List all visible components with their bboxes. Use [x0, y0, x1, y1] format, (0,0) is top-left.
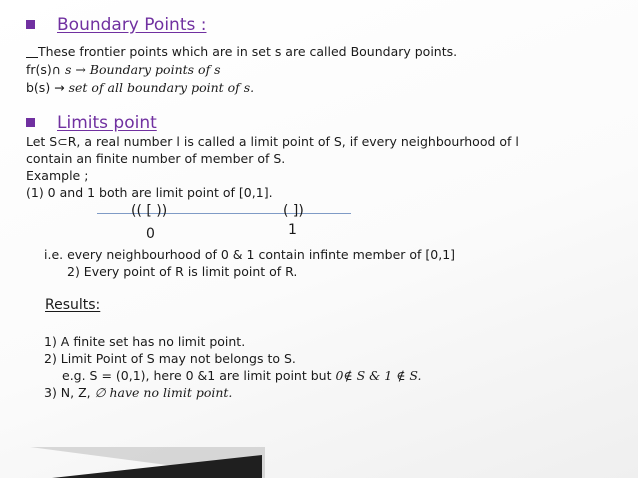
number-line-zero: 0 [146, 226, 155, 242]
boundary-definition-text: These frontier points which are in set s are called Boundary points. [38, 44, 458, 59]
square-bullet-icon [26, 20, 35, 29]
example-label: Example ; [26, 168, 89, 183]
interval-brackets-right: ( ]) [283, 203, 304, 219]
underline-indent [26, 57, 38, 58]
boundary-set-prefix: b(s) → [26, 80, 69, 95]
footer-wedge [52, 455, 262, 478]
example-1: (1) 0 and 1 both are limit point of [0,1]. [26, 185, 273, 200]
limit-definition-line1: Let S⊂R, a real number l is called a limit point of S, if every neighbourhood of l [26, 134, 519, 149]
frontier-prefix: fr(s)∩ [26, 62, 65, 77]
boundary-definition [26, 44, 457, 60]
result-item-4 [44, 385, 232, 401]
interval-brackets-left: (( [ )) [131, 203, 168, 219]
square-bullet-icon [26, 118, 35, 127]
result-item-3-math: 0∉ S & 1 ∉ S. [335, 368, 422, 383]
example-2: 2) Every point of R is limit point of R. [67, 264, 298, 279]
limit-definition-line2: contain an finite number of member of S. [26, 151, 286, 166]
results-heading: Results: [45, 297, 101, 313]
result-item-2: 2) Limit Point of S may not belongs to S. [44, 351, 296, 366]
boundary-heading [26, 15, 206, 35]
ie-line: i.e. every neighbourhood of 0 & 1 contain infinte member of [0,1] [44, 247, 456, 262]
boundary-set-line [26, 80, 254, 96]
frontier-line [26, 62, 221, 78]
result-item-3 [62, 368, 422, 384]
boundary-set-math: set of all boundary point of s. [68, 80, 255, 95]
limits-heading-text: Limits point [57, 113, 157, 133]
result-item-3-prefix: e.g. S = (0,1), here 0 &1 are limit point but [62, 368, 336, 383]
result-item-4-math: ∅ have no limit point. [94, 385, 233, 400]
boundary-heading-text: Boundary Points : [57, 15, 207, 35]
result-item-4-prefix: 3) N, Z, [44, 385, 95, 400]
number-line-left [97, 213, 283, 214]
limits-heading [26, 113, 157, 133]
frontier-math: s → Boundary points of s [64, 62, 221, 77]
result-item-1: 1) A finite set has no limit point. [44, 334, 246, 349]
number-line-one: 1 [288, 222, 297, 238]
